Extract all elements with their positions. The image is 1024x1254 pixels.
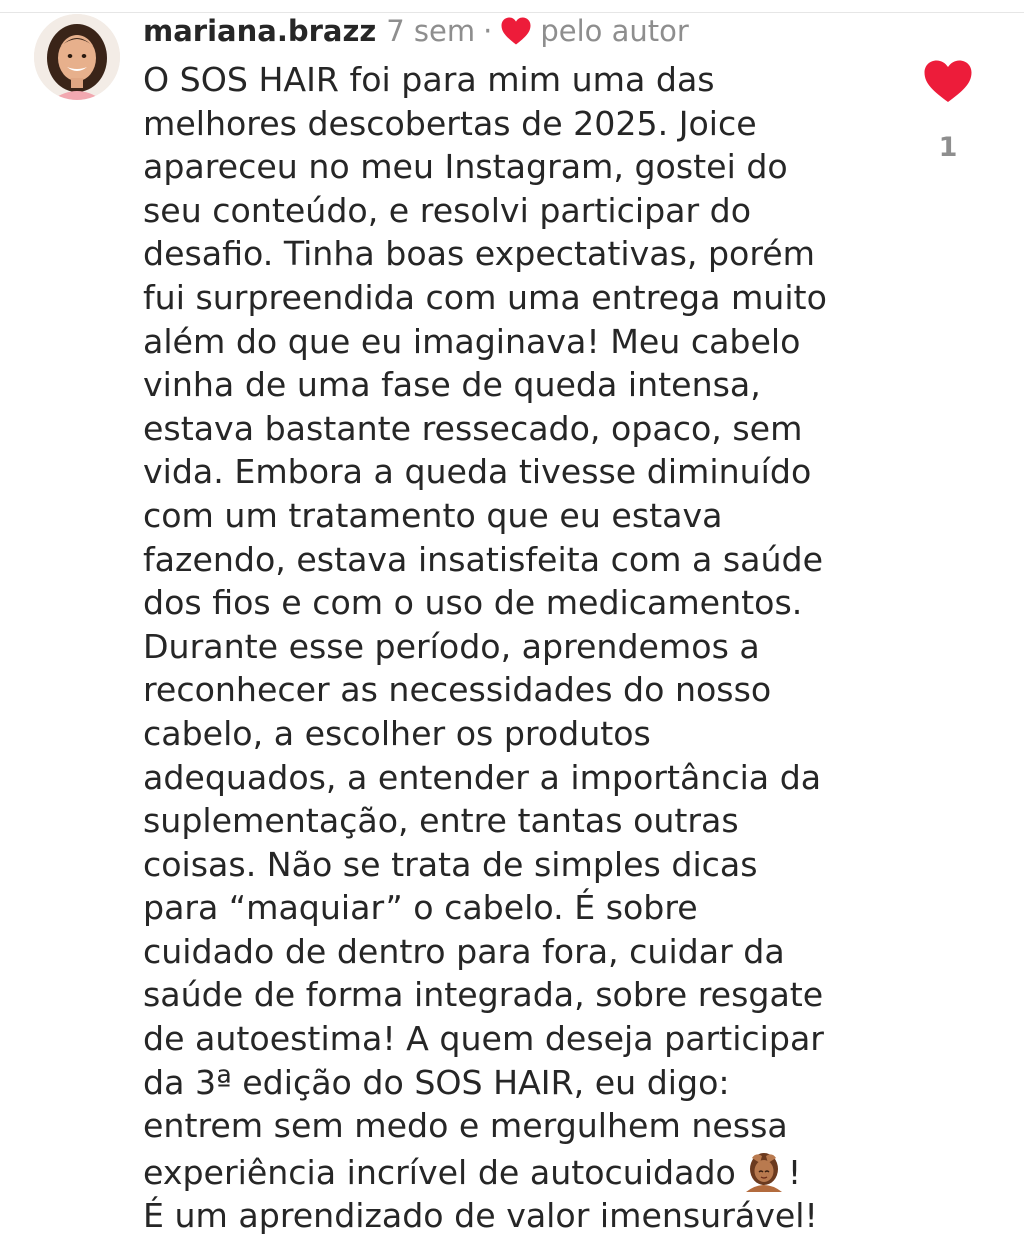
comment-line: com um tratamento que eu estava — [143, 495, 723, 535]
comment-text — [143, 58, 878, 1238]
comment-line: cuidado de dentro para fora, cuidar da — [143, 931, 785, 971]
comment-line: da 3ª edição do SOS HAIR, eu digo: — [143, 1062, 730, 1102]
comment-line-tail: ! — [787, 1152, 802, 1192]
comment-line: além do que eu imaginava! Meu cabelo — [143, 321, 801, 361]
comment-line: seu conteúdo, e resolvi participar do — [143, 190, 752, 230]
comment-line-text: experiência incrível de autocuidado — [143, 1152, 736, 1192]
heart-icon — [500, 16, 532, 46]
like-button[interactable] — [922, 58, 974, 104]
comment-line: coisas. Não se trata de simples dicas — [143, 844, 758, 884]
comment-line: vida. Embora a queda tivesse diminuído — [143, 452, 812, 492]
comment-line: reconhecer as necessidades do nosso — [143, 670, 772, 710]
comment-line: entrem sem medo e mergulhem nessa — [143, 1106, 788, 1146]
woman-getting-massage-emoji-icon — [740, 1148, 788, 1192]
comment-line: Durante esse período, aprendemos a — [143, 626, 760, 666]
comment-line: de autoestima! A quem deseja participar — [143, 1019, 824, 1059]
comment-line: estava bastante ressecado, opaco, sem — [143, 408, 803, 448]
comment-header — [143, 10, 689, 52]
heart-filled-icon — [922, 58, 974, 104]
comment-line: saúde de forma integrada, sobre resgate — [143, 975, 824, 1015]
comment-line: fazendo, estava insatisfeita com a saúde — [143, 539, 824, 579]
comment-line: cabelo, a escolher os produtos — [143, 713, 651, 753]
comment-line: apareceu no meu Instagram, gostei do — [143, 147, 788, 187]
liked-by-author-label: pelo autor — [540, 14, 689, 48]
header-separator: · — [483, 14, 493, 48]
comment-line-with-emoji — [143, 1148, 878, 1195]
like-count[interactable]: 1 — [938, 132, 958, 163]
comment-line: adequados, a entender a importância da — [143, 757, 822, 797]
comment-line: O SOS HAIR foi para mim uma das — [143, 60, 715, 99]
comment-line: É um aprendizado de valor imensurável! — [143, 1196, 818, 1236]
username-link[interactable]: mariana.brazz — [143, 14, 377, 48]
avatar[interactable] — [34, 14, 120, 100]
comment-line: vinha de uma fase de queda intensa, — [143, 365, 761, 405]
comment-line: dos fios e com o uso de medicamentos. — [143, 583, 803, 623]
comment-timestamp[interactable]: 7 sem — [386, 14, 476, 48]
comment-line: suplementação, entre tantas outras — [143, 801, 739, 841]
comment-line: fui surpreendida com uma entrega muito — [143, 277, 827, 317]
comment-line: para “maquiar” o cabelo. É sobre — [143, 888, 698, 928]
comment-line: melhores descobertas de 2025. Joice — [143, 103, 757, 143]
comment-line: desafio. Tinha boas expectativas, porém — [143, 234, 815, 274]
